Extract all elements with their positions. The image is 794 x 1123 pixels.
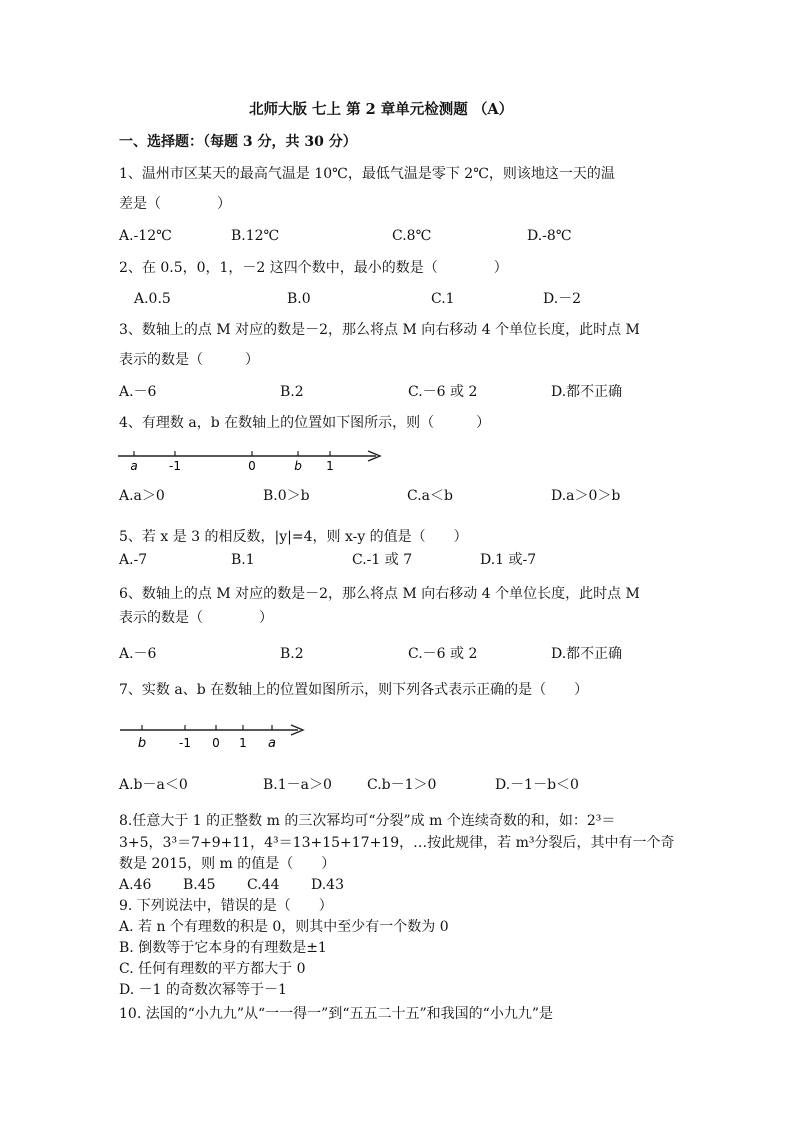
- question-3-option-c: C.－6 或 2: [408, 384, 478, 400]
- question-3-line-1: 3、数轴上的点 M 对应的数是－2，那么将点 M 向右移动 4 个单位长度，此时点 M: [119, 322, 640, 338]
- question-7-line-1: 7、实数 a、b 在数轴上的位置如图所示，则下列各式表示正确的是（ ）: [119, 682, 589, 698]
- question-7-option-b: B.1－a＞0: [263, 777, 332, 793]
- page-title: 北师大版 七上 第 2 章单元检测题 （A）: [249, 101, 514, 118]
- question-6-option-b: B.2: [280, 646, 304, 662]
- question-3-option-d: D.都不正确: [551, 384, 623, 400]
- question-1-option-d: D.-8℃: [527, 228, 572, 244]
- question-9-option-d: D. －1 的奇数次幂等于－1: [119, 982, 287, 998]
- question-5-option-d: D.1 或-7: [480, 552, 537, 568]
- question-8-option-b: B.45: [183, 877, 216, 893]
- question-4-option-c: C.a＜b: [407, 488, 453, 504]
- tick-label-zero: 0: [212, 736, 220, 750]
- question-6-option-d: D.都不正确: [551, 646, 623, 662]
- question-8-line-1: 8.任意大于 1 的正整数 m 的三次幂均可“分裂”成 m 个连续奇数的和，如：2³＝: [119, 813, 616, 829]
- question-7-option-c: C.b－1＞0: [367, 777, 437, 793]
- question-4-option-d: D.a＞0＞b: [551, 488, 621, 504]
- question-6-line-1: 6、数轴上的点 M 对应的数是－2，那么将点 M 向右移动 4 个单位长度，此时点 M: [119, 586, 640, 602]
- question-5-option-b: B.1: [231, 552, 255, 568]
- question-8-option-d: D.43: [311, 877, 344, 893]
- question-8-option-c: C.44: [247, 877, 280, 893]
- question-6-option-a: A.－6: [119, 646, 157, 662]
- question-6-option-c: C.－6 或 2: [408, 646, 478, 662]
- question-9-line-1: 9. 下列说法中，错误的是（ ）: [119, 898, 333, 914]
- question-4-option-a: A.a＞0: [119, 488, 165, 504]
- tick-label-a: a: [130, 459, 138, 473]
- question-8-line-2: 3+5，3³＝7+9+11，4³＝13+15+17+19，…按此规律，若 m³分裂后，其中有一个奇: [119, 835, 675, 851]
- tick-label-zero: 0: [248, 459, 256, 473]
- question-4-line-1: 4、有理数 a，b 在数轴上的位置如下图所示，则（ ）: [119, 415, 491, 431]
- tick-label-b: b: [294, 459, 302, 473]
- tick-label-one: 1: [239, 736, 247, 750]
- question-9-option-a: A. 若 n 个有理数的积是 0，则其中至少有一个数为 0: [119, 919, 449, 935]
- question-9-option-b: B. 倒数等于它本身的有理数是±1: [119, 940, 327, 956]
- question-9-option-c: C. 任何有理数的平方都大于 0: [119, 961, 306, 977]
- question-4-option-b: B.0＞b: [263, 488, 310, 504]
- tick-label-a: a: [268, 736, 276, 751]
- section-heading-choice: 一、选择题：（每题 3 分，共 30 分）: [119, 134, 357, 150]
- tick-label-one: 1: [326, 459, 334, 473]
- question-2-option-b: B.0: [287, 291, 311, 307]
- question-5-option-a: A.-7: [119, 552, 148, 568]
- question-1-option-b: B.12℃: [231, 228, 280, 244]
- tick-label-minus-one: -1: [169, 459, 181, 473]
- question-5-line-1: 5、若 x 是 3 的相反数，|y|=4，则 x-y 的值是（ ）: [119, 529, 468, 545]
- tick-label-b: b: [137, 736, 147, 751]
- question-1-option-c: C.8℃: [392, 228, 432, 244]
- question-8-line-3: 数是 2015，则 m 的值是（ ）: [119, 856, 336, 872]
- question-2-line-1: 2、在 0.5，0，1，－2 这四个数中，最小的数是（ ）: [119, 260, 508, 276]
- question-2-option-d: D.－2: [543, 291, 582, 307]
- question-4-number-line: [116, 444, 388, 474]
- tick-label-minus-one: -1: [179, 736, 191, 750]
- question-1-option-a: A.-12℃: [119, 228, 172, 244]
- question-5-option-c: C.-1 或 7: [352, 552, 413, 568]
- question-3-option-a: A.－6: [119, 384, 157, 400]
- question-7-option-d: D.－1－b＜0: [495, 777, 579, 793]
- question-3-line-2: 表示的数是（ ）: [119, 352, 259, 368]
- question-2-option-a: A.0.5: [134, 291, 171, 307]
- question-8-option-a: A.46: [119, 877, 152, 893]
- question-10-line-1: 10. 法国的“小九九”从“一一得一”到“五五二十五”和我国的“小九九”是: [119, 1006, 553, 1022]
- question-7-number-line: [116, 718, 310, 752]
- question-1-line-2: 差是（ ）: [119, 196, 231, 212]
- question-7-option-a: A.b－a＜0: [119, 777, 188, 793]
- question-6-line-2: 表示的数是（ ）: [119, 610, 273, 626]
- question-1-line-1: 1、温州市区某天的最高气温是 10℃，最低气温是零下 2℃，则该地这一天的温: [119, 166, 615, 182]
- question-2-option-c: C.1: [431, 291, 455, 307]
- question-3-option-b: B.2: [280, 384, 304, 400]
